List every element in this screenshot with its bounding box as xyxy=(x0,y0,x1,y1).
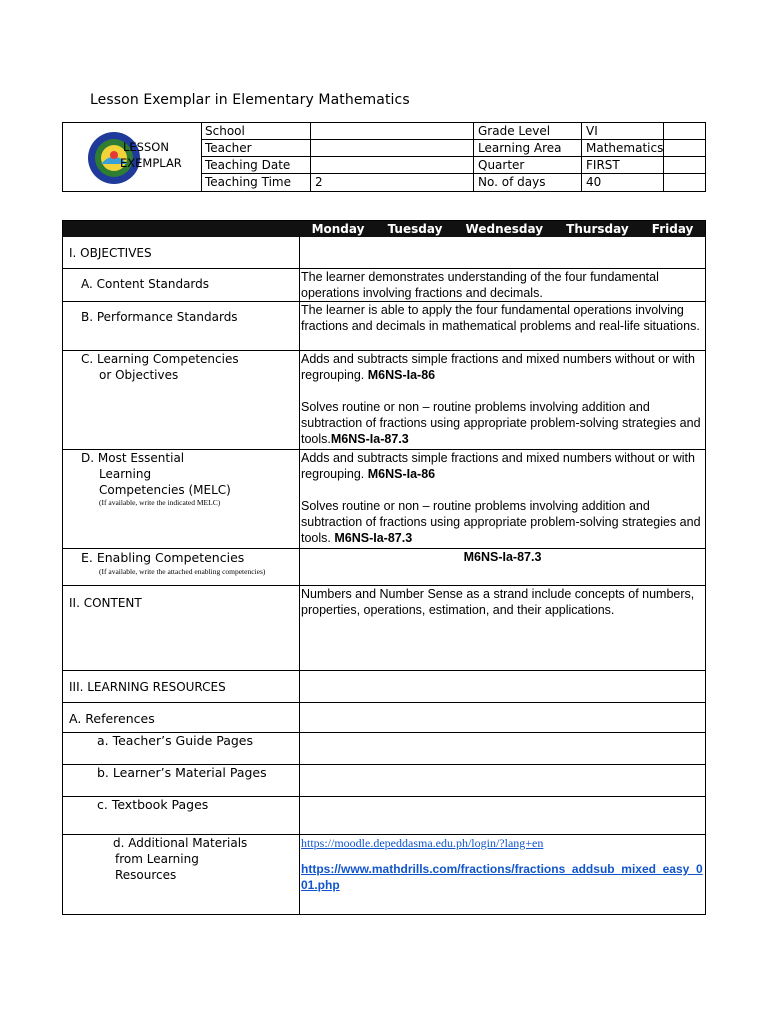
objectives-cell[interactable] xyxy=(300,237,705,268)
competency-2-code: M6NS-Ia-87.3 xyxy=(330,432,409,446)
learning-area-label: Learning Area xyxy=(474,140,582,157)
content-standards-label: A. Content Standards xyxy=(81,277,210,291)
teachers-guide-label: a. Teacher’s Guide Pages xyxy=(97,733,254,748)
teaching-date-label: Teaching Date xyxy=(201,157,311,174)
additional-materials-row xyxy=(63,835,705,915)
content-heading: II. CONTENT xyxy=(69,596,142,610)
learning-area-value[interactable]: Mathematics xyxy=(582,140,664,157)
document-title: Lesson Exemplar in Elementary Mathematics xyxy=(90,92,410,108)
header-spacer xyxy=(664,140,705,157)
additional-materials-label-1: d. Additional Materials xyxy=(113,836,248,850)
references-row xyxy=(63,703,705,733)
melc-2-text: Solves routine or non – routine problems involving addition and subtraction of fractions using appropriate problem-solving strategies and tools. xyxy=(301,499,701,545)
teacher-label: Teacher xyxy=(201,140,311,157)
logo-label-line2: EXEMPLAR xyxy=(120,156,182,170)
learning-competencies-cell[interactable] xyxy=(300,351,705,449)
references-cell[interactable] xyxy=(300,703,705,732)
content-standards-row xyxy=(63,269,705,302)
header-spacer xyxy=(664,123,705,140)
mathdrills-link[interactable]: https://www.mathdrills.com/fractions/fractions_addsub_mixed_easy_0 01.php xyxy=(301,862,703,892)
melc-1-code: M6NS-Ia-86 xyxy=(367,467,436,481)
school-value[interactable] xyxy=(311,123,474,140)
day-tuesday: Tuesday xyxy=(387,222,443,236)
day-wednesday: Wednesday xyxy=(465,222,544,236)
learners-material-row xyxy=(63,765,705,797)
header-spacer xyxy=(664,157,705,174)
school-label: School xyxy=(201,123,311,140)
day-thursday: Thursday xyxy=(566,222,629,236)
enabling-competencies-code: M6NS-Ia-87.3 xyxy=(463,550,542,564)
objectives-row xyxy=(63,237,705,269)
learners-material-label: b. Learner’s Material Pages xyxy=(97,765,267,780)
lesson-table xyxy=(62,220,706,915)
header-info-grid xyxy=(201,123,705,191)
melc-note: (If available, write the indicated MELC) xyxy=(99,498,221,507)
competency-2-text: Solves routine or non – routine problems involving addition and subtraction of fractions using appropriate problem-solving strategies and tools. xyxy=(301,400,701,446)
melc-label-2: Learning xyxy=(99,467,152,481)
teaching-date-value[interactable] xyxy=(311,157,474,174)
objectives-heading: I. OBJECTIVES xyxy=(69,246,152,260)
teaching-time-value[interactable]: 2 xyxy=(311,174,474,191)
logo-label-line1: LESSON xyxy=(123,140,169,154)
teachers-guide-row xyxy=(63,733,705,765)
days-header xyxy=(300,221,705,237)
melc-cell[interactable] xyxy=(300,450,705,548)
textbook-pages-row xyxy=(63,797,705,835)
content-standards-text[interactable]: The learner demonstrates understanding of the four fundamental operations involving fractions and decimals. xyxy=(301,270,659,300)
logo-label xyxy=(120,139,182,171)
grade-level-value[interactable]: VI xyxy=(582,123,664,140)
competency-1-text: Adds and subtracts simple fractions and mixed numbers without or with regrouping. xyxy=(301,352,695,382)
header-spacer xyxy=(664,174,705,191)
learning-competencies-label-2: or Objectives xyxy=(99,368,179,382)
day-monday: Monday xyxy=(311,222,365,236)
enabling-competencies-row xyxy=(63,549,705,586)
teachers-guide-cell[interactable] xyxy=(300,733,705,764)
competency-1-code: M6NS-Ia-86 xyxy=(367,368,436,382)
quarter-label: Quarter xyxy=(474,157,582,174)
learning-competencies-label-1: C. Learning Competencies xyxy=(81,352,239,366)
textbook-pages-label: c. Textbook Pages xyxy=(97,797,209,812)
learning-resources-row xyxy=(63,671,705,703)
days-header-row xyxy=(63,220,705,237)
header-table xyxy=(62,122,706,192)
additional-materials-label-3: Resources xyxy=(115,868,177,882)
learning-resources-heading: III. LEARNING RESOURCES xyxy=(69,680,226,694)
enabling-competencies-label: E. Enabling Competencies xyxy=(81,550,245,565)
teacher-value[interactable] xyxy=(311,140,474,157)
quarter-value[interactable]: FIRST xyxy=(582,157,664,174)
content-row xyxy=(63,586,705,671)
learning-competencies-row xyxy=(63,351,705,450)
logo-cell xyxy=(63,123,202,191)
melc-2-code: M6NS-Ia-87.3 xyxy=(334,531,413,545)
melc-label-3: Competencies (MELC) xyxy=(99,483,231,497)
teaching-time-label: Teaching Time xyxy=(201,174,311,191)
performance-standards-text[interactable]: The learner is able to apply the four fundamental operations involving fractions and decimals in mathematical problems and real-life situations. xyxy=(301,303,700,333)
performance-standards-label: B. Performance Standards xyxy=(81,310,238,324)
learning-resources-cell[interactable] xyxy=(300,671,705,702)
references-label: A. References xyxy=(69,711,155,726)
melc-1-text: Adds and subtracts simple fractions and mixed numbers without or with regrouping. xyxy=(301,451,695,481)
grade-level-label: Grade Level xyxy=(474,123,582,140)
no-of-days-value[interactable]: 40 xyxy=(582,174,664,191)
textbook-pages-cell[interactable] xyxy=(300,797,705,834)
no-of-days-label: No. of days xyxy=(474,174,582,191)
content-text[interactable]: Numbers and Number Sense as a strand include concepts of numbers, properties, operations, estimation, and their applications. xyxy=(301,587,695,617)
performance-standards-row xyxy=(63,302,705,351)
additional-materials-label-2: from Learning xyxy=(115,852,199,866)
moodle-link[interactable]: https://moodle.depeddasma.edu.ph/login/?lang+en xyxy=(301,836,544,850)
enabling-competencies-note: (If available, write the attached enabling competencies) xyxy=(99,567,266,576)
melc-row xyxy=(63,450,705,549)
learners-material-cell[interactable] xyxy=(300,765,705,796)
day-friday: Friday xyxy=(651,222,694,236)
melc-label-1: D. Most Essential xyxy=(81,451,185,465)
